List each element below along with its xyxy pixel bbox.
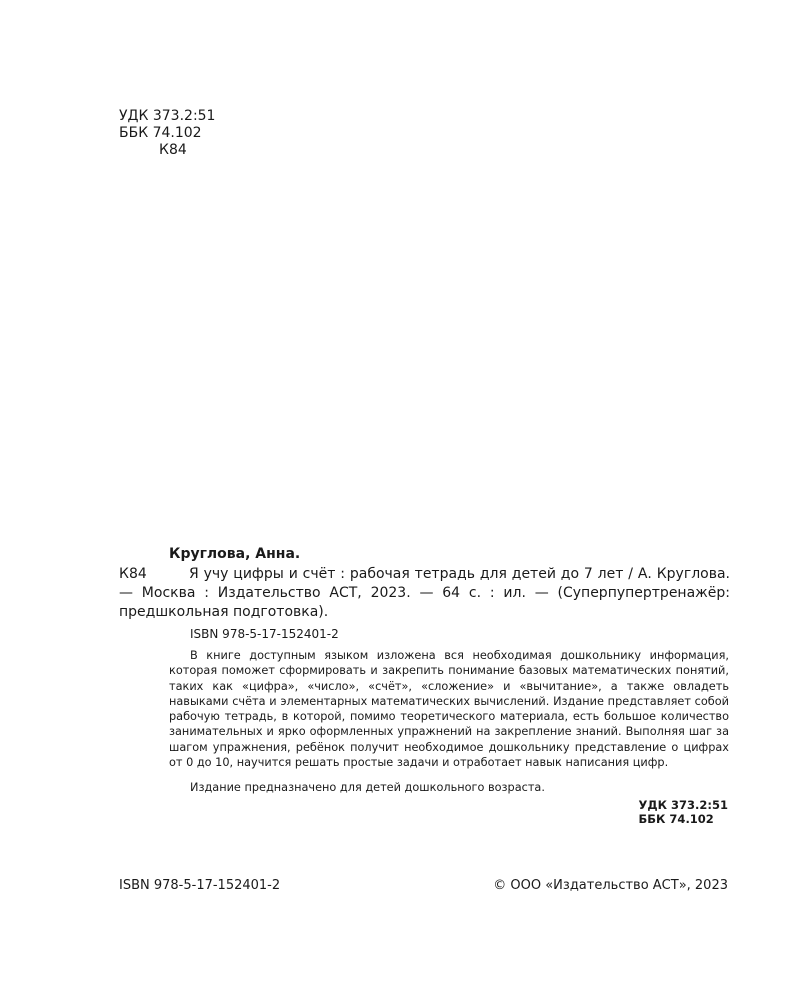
footer-isbn: ISBN 978-5-17-152401-2 [119, 878, 281, 893]
catalog-author-sign: К84 [119, 566, 147, 582]
catalog-classification [639, 798, 729, 826]
catalog-title-block: Я учу цифры и счёт : рабочая тетрадь для детей до 7 лет / А. Круглова. — Москва : Издательство АСТ, 2023. — 64 с. : ил. — (Суперпупертренажёр: предшкольная подготовка). [119, 566, 730, 620]
catalog-author: Круглова, Анна. [169, 546, 301, 562]
bbk-code: ББК 74.102 [119, 125, 202, 141]
author-sign: К84 [159, 142, 187, 158]
udk-code: УДК 373.2:51 [119, 108, 216, 124]
catalog-audience-note: Издание предназначено для детей дошкольного возраста. [190, 781, 545, 794]
catalog-udk: УДК 373.2:51 [638, 798, 728, 812]
catalog-isbn: ISBN 978-5-17-152401-2 [190, 627, 339, 641]
footer-copyright: © ООО «Издательство АСТ», 2023 [493, 878, 728, 893]
classification-block [119, 108, 215, 159]
catalog-bbk: ББК 74.102 [638, 812, 714, 826]
catalog-abstract: В книге доступным языком изложена вся необходимая дошкольнику информация, которая поможет сформировать и закрепить понимание базовых математических понятий, таких как «цифра», «число», «счёт», «сложение» и «вычитание», а также овладеть навыками счёта и элементарных математических вычислений. Издание представляет собой рабочую тетрадь, в которой, помимо теоретического материала, есть большое количество занимательных и ярко оформленных упражнений на закрепление знаний. Выполняя шаг за шагом упражнения, ребёнок получит необходимое дошкольнику представление о цифрах от 0 до 10, научится решать простые задачи и отработает навык написания цифр. [169, 649, 729, 770]
